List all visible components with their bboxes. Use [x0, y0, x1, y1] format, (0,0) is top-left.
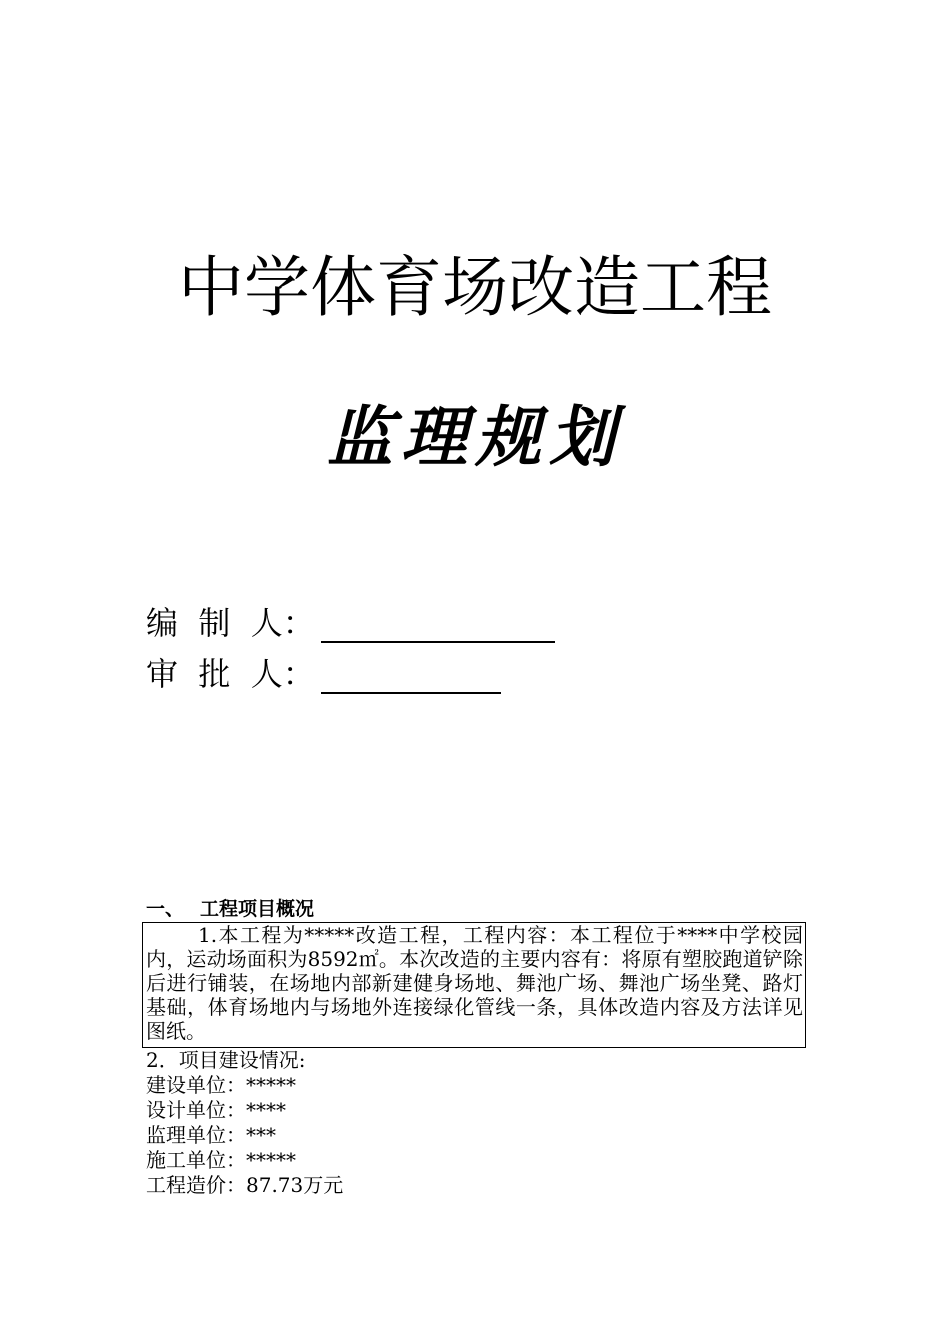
approver-signature-line [321, 656, 501, 694]
document-subtitle: 监理规划 [327, 399, 623, 476]
construction-heading: 2．项目建设情况: [146, 1048, 306, 1072]
project-construction-info [146, 1048, 343, 1198]
info-value: *** [246, 1123, 276, 1147]
info-label: 施工单位： [146, 1148, 246, 1172]
info-value: **** [246, 1098, 286, 1122]
section-number: 一、 [146, 898, 185, 920]
project-overview-box [142, 922, 806, 1048]
info-value: 87.73万元 [246, 1173, 344, 1197]
project-overview-text: 1.本工程为*****改造工程，工程内容：本工程位于****中学校园内，运动场面积为8592㎡。本次改造的主要内容有：将原有塑胶跑道铲除后进行铺装，在场地内部新建健身场地、舞池广场、舞池广场坐凳、路灯基础，体育场地内与场地外连接绿化管线一条，具体改造内容及方法详见图纸。 [146, 923, 803, 1043]
info-label: 工程造价： [146, 1173, 246, 1197]
document-title: 中学体育场改造工程 [178, 249, 772, 326]
info-row-owner [146, 1073, 343, 1098]
info-value: ***** [246, 1073, 296, 1097]
info-row-contractor [146, 1148, 343, 1173]
info-value: ***** [246, 1148, 296, 1172]
compiler-signature-line [321, 605, 555, 643]
section-heading [146, 896, 314, 922]
info-label: 监理单位： [146, 1123, 246, 1147]
info-label: 建设单位： [146, 1073, 246, 1097]
info-row-cost [146, 1173, 343, 1198]
info-row-designer [146, 1098, 343, 1123]
info-label: 设计单位： [146, 1098, 246, 1122]
info-row-supervisor [146, 1123, 343, 1148]
compiler-signature-row [146, 603, 555, 643]
approver-signature-row [146, 654, 501, 694]
approver-label: 审 批 人： [146, 655, 315, 693]
section-title: 工程项目概况 [200, 898, 315, 920]
compiler-label: 编 制 人： [146, 604, 315, 642]
